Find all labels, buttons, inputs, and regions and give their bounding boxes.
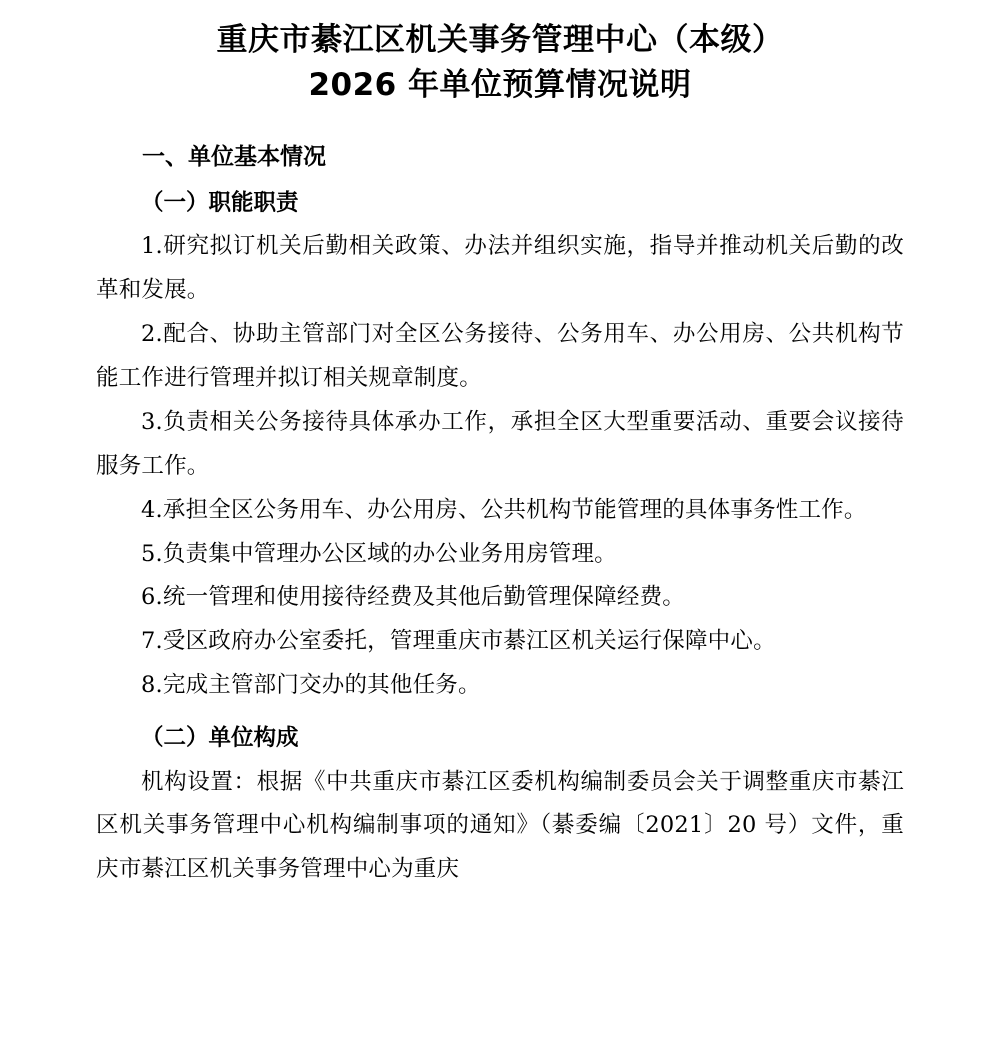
section-unit-composition [96, 718, 904, 892]
paragraph: 机构设置：根据《中共重庆市綦江区委机构编制委员会关于调整重庆市綦江区机关事务管理中心机构编制事项的通知》（綦委编〔2021〕20 号）文件，重庆市綦江区机关事务管理中心为重庆 [96, 768, 904, 883]
page-title [96, 18, 904, 108]
paragraph: 1.研究拟订机关后勤相关政策、办法并组织实施，指导并推动机关后勤的改革和发展。 [96, 233, 904, 304]
page-title-line-2: 2026 年单位预算情况说明 [308, 66, 692, 103]
subsection-heading-composition: （二）单位构成 [141, 725, 299, 752]
paragraph: 3.负责相关公务接待具体承办工作，承担全区大型重要活动、重要会议接待服务工作。 [96, 408, 904, 479]
spacer [96, 708, 904, 718]
paragraph: 8.完成主管部门交办的其他任务。 [141, 672, 481, 699]
page-title-line-1: 重庆市綦江区机关事务管理中心（本级） [216, 22, 784, 58]
paragraph: 5.负责集中管理办公区域的办公业务用房管理。 [141, 540, 617, 567]
paragraph: 4.承担全区公务用车、办公用房、公共机构节能管理的具体事务性工作。 [141, 496, 867, 523]
subsection-heading-duties: （一）职能职责 [141, 189, 299, 216]
paragraph: 7.受区政府办公室委托，管理重庆市綦江区机关运行保障中心。 [141, 628, 776, 655]
section-basic-info [96, 138, 904, 708]
paragraph: 6.统一管理和使用接待经费及其他后勤管理保障经费。 [141, 584, 685, 611]
paragraph: 2.配合、协助主管部门对全区公务接待、公务用车、办公用房、公共机构节能工作进行管理并拟订相关规章制度。 [96, 321, 904, 392]
section-heading: 一、单位基本情况 [142, 143, 326, 170]
